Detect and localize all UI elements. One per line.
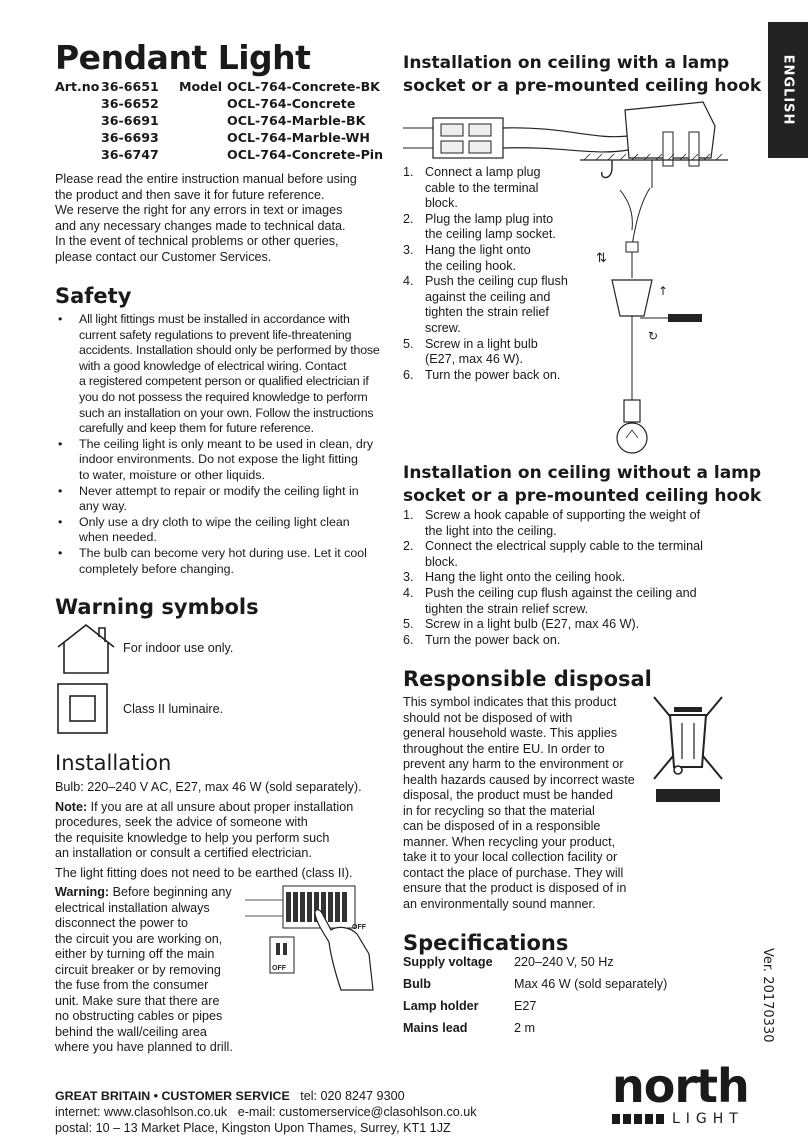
step-item: 1. Connect a lamp plug cable to the terminal block. — [403, 165, 541, 211]
pendant-install-illustration — [580, 150, 730, 460]
spec-row: Lamp holder E27 — [403, 999, 537, 1013]
safety-item: • All light fittings must be installed in accordance with current safety regulations to prevent life-threatening accidents. Installation should only be performed by those with a good knowledge of electrical wiring. Contact a registered competent person or qualified electrician if you do not possess the required knowledge to perform such an installation on your own. Follow the instructions carefully and keep them for future reference. — [55, 312, 390, 437]
model-number: OCL-764-Marble-BK — [227, 113, 366, 128]
spec-row: Mains lead 2 m — [403, 1021, 535, 1035]
art-number: 36-6747 — [101, 147, 159, 162]
safety-item: • The ceiling light is only meant to be used in clean, dry indoor environments. Do not expose the light fitting to water, moisture or other liquids. — [55, 437, 390, 484]
step-item: 6. Turn the power back on. — [403, 632, 561, 647]
model-number: OCL-764-Concrete-BK — [227, 79, 380, 94]
install-with-heading: Installation on ceiling with a lamp socket or a pre-mounted ceiling hook — [403, 53, 762, 96]
intro-line: We reserve the right for any errors in text or images — [55, 203, 343, 217]
off-label: OFF — [352, 924, 366, 931]
safety-list — [55, 312, 390, 577]
house-icon — [55, 623, 117, 675]
model-number: OCL-764-Marble-WH — [227, 130, 370, 145]
model-number: OCL-764-Concrete-Pin — [227, 147, 384, 162]
step-item: 6. Turn the power back on. — [403, 367, 561, 382]
step-item: 2. Plug the lamp plug into the ceiling lamp socket. — [403, 211, 556, 242]
svg-text:↻: ↻ — [648, 329, 659, 343]
disposal-text: This symbol indicates that this product should not be disposed of with general household waste. This applies throughout the entire EU. In order to prevent any harm to the environment or health hazards caused by incorrect waste disposal, the product must be handed in for recycling so that the material can be disposed of in a responsible manner. When recycling your product, take it to your local collection facility or contact the place of purchase. They will ensure that the product is disposed of in an environmentally sound manner. — [403, 695, 635, 911]
note-label: Note: — [55, 799, 88, 814]
article-table — [55, 79, 383, 164]
installation-heading: Installation — [55, 751, 172, 775]
safety-item: • Only use a dry cloth to wipe the ceiling light clean when needed. — [55, 515, 390, 546]
install-with-steps — [403, 165, 578, 383]
intro-line: the product and then save it for future reference. — [55, 187, 325, 202]
step-item: 4. Push the ceiling cup flush against the ceiling and tighten the strain relief screw. — [403, 585, 697, 616]
disposal-heading: Responsible disposal — [403, 667, 652, 691]
step-item: 5. Screw in a light bulb (E27, max 46 W). — [403, 617, 640, 632]
logo-word: north — [612, 1059, 749, 1113]
safety-item: • Never attempt to repair or modify the ceiling light in any way. — [55, 484, 390, 515]
footer-company: GREAT BRITAIN • CUSTOMER SERVICE — [55, 1089, 290, 1103]
step-item: 5. Screw in a light bulb (E27, max 46 W). — [403, 336, 538, 367]
intro-line: and any necessary changes made to technical data. — [55, 218, 346, 233]
page-title: Pendant Light — [55, 38, 311, 77]
north-light-logo — [612, 1059, 749, 1127]
language-label: ENGLISH — [780, 54, 796, 126]
safety-heading: Safety — [55, 284, 132, 308]
intro-line: please contact our Customer Services. — [55, 249, 272, 264]
intro-line: In the event of technical problems or other queries, — [55, 234, 339, 248]
class-ii-icon — [57, 683, 108, 734]
model-label: Model — [179, 79, 223, 94]
step-item: 4. Push the ceiling cup flush against the ceiling and tighten the strain relief screw. — [403, 274, 568, 335]
model-number: OCL-764-Concrete — [227, 96, 356, 111]
intro-text — [55, 172, 375, 265]
spec-row: Bulb Max 46 W (sold separately) — [403, 977, 668, 991]
footer — [55, 1088, 477, 1136]
art-number: 36-6691 — [101, 113, 159, 128]
warning-label: Warning: — [55, 885, 110, 899]
specifications-table — [403, 955, 667, 1043]
footer-postal: postal: 10 – 13 Market Place, Kingston Upon Thames, Surrey, KT1 1JZ — [55, 1121, 451, 1135]
art-label: Art.no — [55, 79, 100, 94]
art-number: 36-6652 — [101, 96, 159, 111]
spec-row: Supply voltage 220–240 V, 50 Hz — [403, 955, 614, 969]
indoor-use-label: For indoor use only. — [123, 641, 234, 655]
step-item: 3. Hang the light onto the ceiling hook. — [403, 242, 531, 273]
install-without-heading: Installation on ceiling without a lamp socket or a pre-mounted ceiling hook — [403, 463, 762, 506]
install-without-steps — [403, 508, 733, 648]
safety-item: • The bulb can become very hot during use. Let it cool completely before changing. — [55, 546, 390, 577]
installation-text: Bulb: 220–240 V AC, E27, max 46 W (sold separately). Note: If you are at all unsure about proper installation procedures, seek the advice of someone with the requisite knowledge to help you perform such an installation or consult a certified electrician. The light fitting does not need to be earthed (class II). Warning: Before beginning any electrical installation always disconnect the power to the circuit you are working on, either by turning off the main circuit breaker or by removing the fuse from the consumer unit. Make sure that there are no obstructing cables or pipes behind the wall/ceiling area where you have planned to drill. — [55, 780, 375, 1056]
step-item: 1. Screw a hook capable of supporting the weight of the light into the ceiling. — [403, 508, 701, 538]
footer-email: e-mail: customerservice@clasohlson.co.uk — [237, 1105, 477, 1119]
art-number: 36-6651 — [101, 79, 159, 94]
earthed-note: The light fitting does not need to be earthed (class II). — [55, 865, 353, 880]
svg-text:↑: ↑ — [658, 284, 669, 298]
svg-text:⇅: ⇅ — [596, 251, 607, 266]
bulb-spec: Bulb: 220–240 V AC, E27, max 46 W (sold separately). — [55, 780, 362, 794]
logo-sub: LIGHT — [672, 1111, 744, 1127]
fuse-box-illustration — [245, 882, 375, 992]
art-number: 36-6693 — [101, 130, 159, 145]
class-ii-label: Class II luminaire. — [123, 702, 224, 716]
version-label: Ver. 20170330 — [760, 948, 775, 1043]
specifications-heading: Specifications — [403, 931, 569, 955]
footer-internet: internet: www.clasohlson.co.uk — [55, 1105, 228, 1119]
intro-line: Please read the entire instruction manual before using — [55, 172, 357, 186]
weee-bin-icon — [652, 695, 724, 805]
warning-symbols-heading: Warning symbols — [55, 595, 259, 619]
logo-bars-icon — [612, 1113, 668, 1125]
off-label: OFF — [272, 965, 286, 972]
language-tab — [768, 22, 808, 158]
step-item: 3. Hang the light onto the ceiling hook. — [403, 570, 626, 585]
footer-tel: tel: 020 8247 9300 — [300, 1089, 405, 1103]
step-item: 2. Connect the electrical supply cable to the terminal block. — [403, 539, 703, 569]
